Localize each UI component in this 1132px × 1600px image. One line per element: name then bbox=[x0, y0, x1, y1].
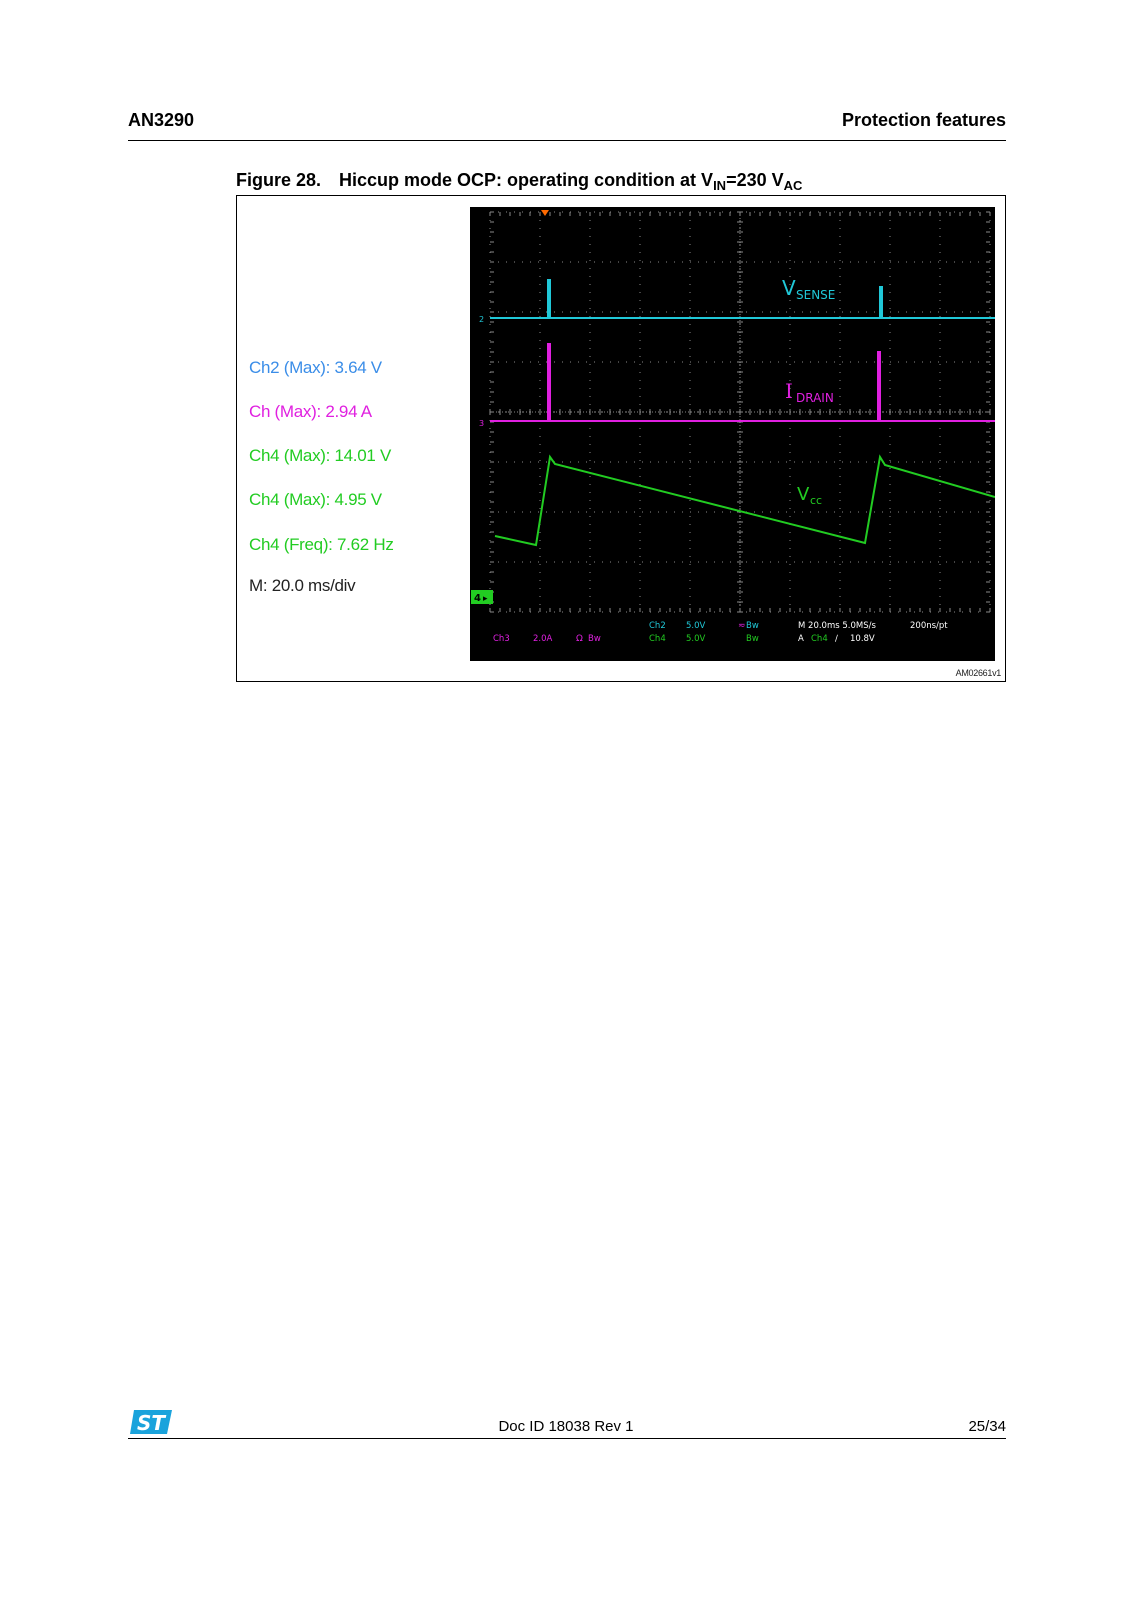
footer-doc-id: Doc ID 18038 Rev 1 bbox=[498, 1418, 634, 1435]
figure-frame bbox=[236, 195, 1006, 682]
readout-ch2-scale: 5.0V bbox=[686, 621, 706, 631]
svg-text:≂: ≂ bbox=[738, 621, 746, 631]
vsense-label-main: V bbox=[782, 276, 796, 300]
footer-rule bbox=[128, 1438, 1006, 1439]
figure-caption bbox=[236, 170, 802, 193]
vsense-label-sub: SENSE bbox=[796, 288, 836, 302]
doc-code: AN3290 bbox=[128, 110, 195, 130]
legend-ch4-freq: Ch4 (Freq): 7.62 Hz bbox=[249, 535, 394, 554]
readout-ch3-scale: 2.0A bbox=[533, 634, 553, 644]
ch3-marker: 3 bbox=[479, 419, 485, 428]
svg-text:Ω: Ω bbox=[576, 634, 583, 644]
footer-page-number: 25/34 bbox=[968, 1418, 1006, 1435]
vcc-label-main: V bbox=[797, 484, 810, 505]
svg-text:∕: ∕ bbox=[835, 634, 838, 644]
idrain-label-sub: DRAIN bbox=[796, 391, 834, 405]
ch4-marker: 4 bbox=[474, 593, 481, 604]
readout-trigger-level: 10.8V bbox=[850, 634, 875, 644]
oscilloscope-screen bbox=[470, 207, 995, 661]
readout-ch4: Ch4 bbox=[649, 634, 666, 644]
svg-text:ST: ST bbox=[137, 1411, 166, 1435]
legend-timebase: M: 20.0 ms/div bbox=[249, 576, 356, 595]
readout-ch4-scale: 5.0V bbox=[686, 634, 706, 644]
legend-ch4-max-low: Ch4 (Max): 4.95 V bbox=[249, 490, 382, 509]
readout-trigger-ch: Ch4 bbox=[811, 634, 828, 644]
figure-title-main: Hiccup mode OCP: operating condition at V bbox=[339, 170, 714, 190]
idrain-label-main: I bbox=[785, 379, 793, 403]
readout-ch2-bw: Bw bbox=[746, 621, 759, 631]
figure-id: AM02661v1 bbox=[955, 668, 1001, 678]
figure-number: Figure 28. bbox=[236, 170, 322, 190]
section-title: Protection features bbox=[841, 110, 1006, 130]
header-rule bbox=[128, 140, 1006, 141]
figure-title-sub-ac: AC bbox=[783, 178, 803, 193]
readout-ch3: Ch3 bbox=[493, 634, 510, 644]
readout-ch2: Ch2 bbox=[649, 621, 666, 631]
readout-timebase: M 20.0ms 5.0MS/s bbox=[798, 621, 876, 631]
svg-text:▸: ▸ bbox=[483, 594, 488, 604]
readout-ch3-bw: Bw bbox=[588, 634, 601, 644]
ch2-marker: 2 bbox=[479, 315, 485, 324]
legend-ch-max: Ch (Max): 2.94 A bbox=[249, 402, 372, 421]
vcc-label-sub: cc bbox=[810, 494, 823, 507]
readout-ch4-bw: Bw bbox=[746, 634, 759, 644]
figure-title-mid: =230 V bbox=[726, 170, 784, 190]
legend-ch2-max: Ch2 (Max): 3.64 V bbox=[249, 358, 382, 377]
figure-title-sub-in: IN bbox=[713, 178, 727, 193]
readout-trigger: A bbox=[798, 634, 804, 644]
readout-resolution: 200ns/pt bbox=[910, 621, 948, 631]
legend-ch4-max-high: Ch4 (Max): 14.01 V bbox=[249, 446, 391, 465]
